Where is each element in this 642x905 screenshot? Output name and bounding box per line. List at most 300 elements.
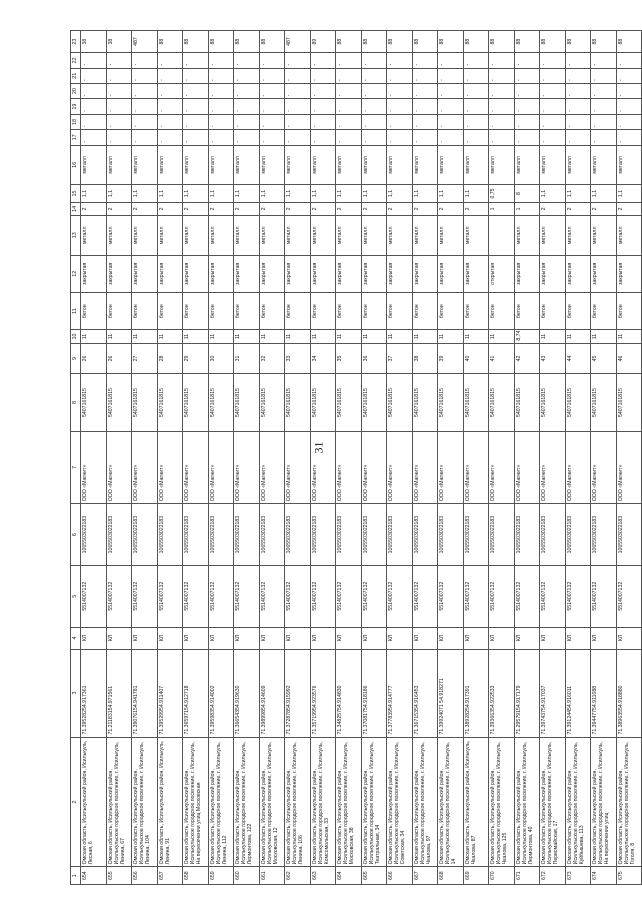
coordinates-cell: 71.39598354.914002 <box>208 649 234 737</box>
site-number-cell: 27 <box>132 343 158 374</box>
ogrn-cell: 1065503022183 <box>616 504 642 566</box>
container-material-cell: металл <box>361 145 387 185</box>
row-number: 654 <box>81 867 107 885</box>
enclosure-material-cell: металл <box>387 215 413 255</box>
empty-cell: - <box>259 99 285 114</box>
org-inn-cell: 5407161815 <box>438 374 464 431</box>
enclosure-cell: закрытая <box>81 255 107 292</box>
type-cell: КЛ <box>259 627 285 649</box>
row-number: 673 <box>565 867 591 885</box>
header-cell: 5 <box>71 565 81 627</box>
table-row <box>616 31 642 885</box>
empty-cell: - <box>412 53 438 68</box>
type-cell: КЛ <box>438 627 464 649</box>
org-inn-cell: 5407161815 <box>157 374 183 431</box>
organization-cell: ООО «Магнит» <box>157 431 183 504</box>
empty-cell: - <box>361 114 387 129</box>
org-inn-cell: 5407161815 <box>514 374 540 431</box>
inn-cell: 5514007132 <box>489 565 515 627</box>
ogrn-cell: 1065503022183 <box>157 504 183 566</box>
coordinates-cell: 71.38928254.917391 <box>463 649 489 737</box>
empty-cell: - <box>336 68 362 83</box>
row-number: 656 <box>132 867 158 885</box>
area-cell: 11 <box>336 330 362 343</box>
container-material-cell: металл <box>412 145 438 185</box>
empty-cell: - <box>489 99 515 114</box>
area-cell: 11 <box>387 330 413 343</box>
empty-cell: - <box>412 83 438 98</box>
empty-cell: - <box>285 130 311 145</box>
header-cell: 14 <box>71 202 81 215</box>
container-volume-cell: 1,1 <box>565 185 591 203</box>
container-material-cell: металл <box>259 145 285 185</box>
empty-cell: - <box>387 130 413 145</box>
coordinates-cell: 71.39124454.916011 <box>565 649 591 737</box>
container-volume-cell: 8 <box>514 185 540 203</box>
area-cell: 8,74 <box>514 330 540 343</box>
type-cell: КЛ <box>310 627 336 649</box>
type-cell: КЛ <box>234 627 260 649</box>
inn-cell: 5514007132 <box>336 565 362 627</box>
header-cell: 1 <box>71 867 81 885</box>
surface-cell: бетон <box>157 293 183 330</box>
coordinates-cell: 71.39366354.922533 <box>489 649 515 737</box>
empty-cell: - <box>565 53 591 68</box>
container-count-cell: 2 <box>183 202 209 215</box>
organization-cell: ООО «Магнит» <box>285 431 311 504</box>
type-cell: КЛ <box>106 627 132 649</box>
inn-cell: 5514007132 <box>259 565 285 627</box>
organization-cell: ООО «Магнит» <box>616 431 642 504</box>
empty-cell: - <box>208 99 234 114</box>
registry-table <box>70 30 642 885</box>
org-inn-cell: 5407161815 <box>616 374 642 431</box>
empty-cell: - <box>234 53 260 68</box>
container-count-cell: 1 <box>489 202 515 215</box>
table-header <box>71 31 81 885</box>
empty-cell: - <box>208 68 234 83</box>
empty-cell: - <box>259 114 285 129</box>
enclosure-material-cell: металл <box>183 215 209 255</box>
area-cell: 11 <box>438 330 464 343</box>
empty-cell: - <box>310 68 336 83</box>
container-volume-cell: 1,1 <box>361 185 387 203</box>
org-inn-cell: 5407161815 <box>412 374 438 431</box>
enclosure-cell: закрытая <box>463 255 489 292</box>
container-count-cell: 2 <box>616 202 642 215</box>
organization-cell: ООО «Магнит» <box>310 431 336 504</box>
last-cell: 88 <box>387 31 413 53</box>
container-count-cell: 2 <box>285 202 311 215</box>
container-count-cell: 2 <box>336 202 362 215</box>
empty-cell: - <box>183 114 209 129</box>
address-cell: Омская область, Исилькульский район, Исилькульское городское поселение, г. Исилькуль, Театральная, 34 <box>361 737 387 867</box>
header-row <box>71 31 81 885</box>
coordinates-cell: 71.39528254.917361 <box>81 649 107 737</box>
container-volume-cell: 1,1 <box>106 185 132 203</box>
enclosure-cell: закрытая <box>540 255 566 292</box>
surface-cell: бетон <box>591 293 617 330</box>
empty-cell: - <box>208 53 234 68</box>
inn-cell: 5514007132 <box>234 565 260 627</box>
table-row <box>106 31 132 885</box>
empty-cell: - <box>285 99 311 114</box>
address-cell: Омская область, Исилькульский район, Исилькульское городское поселение, г. Исилькуль, Московская, 12 <box>259 737 285 867</box>
row-number: 664 <box>336 867 362 885</box>
coordinates-cell: 71.39743754.917037 <box>540 649 566 737</box>
enclosure-material-cell: металл <box>106 215 132 255</box>
ogrn-cell: 1065503022183 <box>183 504 209 566</box>
table-row <box>438 31 464 885</box>
enclosure-cell: закрытая <box>132 255 158 292</box>
empty-cell: - <box>285 83 311 98</box>
coordinates-cell: 71.39076154.941781 <box>132 649 158 737</box>
type-cell: КЛ <box>514 627 540 649</box>
inn-cell: 5514007132 <box>361 565 387 627</box>
table-row <box>489 31 515 885</box>
last-cell: 88 <box>463 31 489 53</box>
container-volume-cell: 1,1 <box>310 185 336 203</box>
container-volume-cell: 1,1 <box>438 185 464 203</box>
site-number-cell: 42 <box>514 343 540 374</box>
container-volume-cell: 1,1 <box>259 185 285 203</box>
empty-cell: - <box>387 99 413 114</box>
rotated-table-container <box>70 30 636 885</box>
address-cell: Омская область, Исилькульский район, Исилькульское городское поселение, г. Исилькуль, Комсомольская, 33 <box>310 737 336 867</box>
coordinates-cell: 71.39924071 54.918271 <box>438 649 464 737</box>
empty-cell: - <box>438 130 464 145</box>
address-cell: Омская область, Исилькульский район, Исилькульское городское поселение, г. Исилькуль, Лермонтова, 122 <box>234 737 260 867</box>
table-row <box>591 31 617 885</box>
empty-cell: - <box>412 114 438 129</box>
enclosure-cell: закрытая <box>285 255 311 292</box>
organization-cell: ООО «Магнит» <box>234 431 260 504</box>
container-count-cell: 2 <box>463 202 489 215</box>
empty-cell: - <box>310 130 336 145</box>
address-cell: Омская область, Исилькульский район, Исилькульское городское поселение, г. Исилькуль, Гоголя, 8 <box>616 737 642 867</box>
empty-cell: - <box>183 53 209 68</box>
site-number-cell: 46 <box>616 343 642 374</box>
container-material-cell: металл <box>183 145 209 185</box>
container-count-cell: 2 <box>132 202 158 215</box>
area-cell: 11 <box>310 330 336 343</box>
empty-cell: - <box>463 68 489 83</box>
type-cell: КЛ <box>565 627 591 649</box>
site-number-cell: 45 <box>591 343 617 374</box>
enclosure-material-cell: металл <box>81 215 107 255</box>
address-cell: Омская область, Исилькульский район, Исилькульское городское поселение, г. Исилькуль, На пересечении улиц Московская <box>183 737 209 867</box>
coordinates-cell: 71.36597154.912718 <box>183 649 209 737</box>
empty-cell: - <box>591 99 617 114</box>
address-cell: Омская область, Исилькульский район, Исилькульское городское поселение, г. Исилькуль, Первомайская, 17 <box>540 737 566 867</box>
header-cell: 8 <box>71 374 81 431</box>
enclosure-material-cell: металл <box>285 215 311 255</box>
empty-cell: - <box>387 114 413 129</box>
container-volume-cell: 1,1 <box>285 185 311 203</box>
container-count-cell: 2 <box>361 202 387 215</box>
surface-cell: бетон <box>132 293 158 330</box>
container-material-cell: металл <box>81 145 107 185</box>
surface-cell: бетон <box>310 293 336 330</box>
enclosure-material-cell: металл <box>463 215 489 255</box>
organization-cell: ООО «Магнит» <box>361 431 387 504</box>
surface-cell: бетон <box>616 293 642 330</box>
table-row <box>361 31 387 885</box>
container-material-cell: металл <box>438 145 464 185</box>
address-cell: Омская область, Исилькульский район, Исилькульское городское поселение, г. Исилькуль, Чкалова, 97 <box>412 737 438 867</box>
empty-cell: - <box>183 99 209 114</box>
enclosure-cell: закрытая <box>183 255 209 292</box>
container-count-cell: 2 <box>106 202 132 215</box>
container-count-cell: 2 <box>565 202 591 215</box>
inn-cell: 5514007132 <box>514 565 540 627</box>
enclosure-cell: закрытая <box>310 255 336 292</box>
empty-cell: - <box>540 53 566 68</box>
header-cell: 4 <box>71 627 81 649</box>
ogrn-cell: 1065503022183 <box>208 504 234 566</box>
header-cell: 6 <box>71 504 81 566</box>
row-number: 662 <box>285 867 311 885</box>
row-number: 657 <box>157 867 183 885</box>
inn-cell: 5514007132 <box>616 565 642 627</box>
empty-cell: - <box>285 114 311 129</box>
type-cell: КЛ <box>132 627 158 649</box>
inn-cell: 5514007132 <box>463 565 489 627</box>
type-cell: КЛ <box>285 627 311 649</box>
container-volume-cell: 1,1 <box>463 185 489 203</box>
area-cell: 11 <box>412 330 438 343</box>
empty-cell: - <box>310 114 336 129</box>
inn-cell: 5514007132 <box>540 565 566 627</box>
org-inn-cell: 5407161815 <box>259 374 285 431</box>
site-number-cell: 43 <box>540 343 566 374</box>
address-cell: Омская область, Исилькульский район, Исилькуль, Лесная, 6 <box>81 737 107 867</box>
last-cell: 88 <box>438 31 464 53</box>
header-cell: 18 <box>71 114 81 129</box>
last-cell: 487 <box>285 31 311 53</box>
empty-cell: - <box>616 99 642 114</box>
container-count-cell: 2 <box>540 202 566 215</box>
inn-cell: 5514007132 <box>106 565 132 627</box>
table-row <box>157 31 183 885</box>
enclosure-cell: закрытая <box>259 255 285 292</box>
surface-cell: бетон <box>540 293 566 330</box>
empty-cell: - <box>81 99 107 114</box>
empty-cell: - <box>234 83 260 98</box>
enclosure-cell: закрытая <box>514 255 540 292</box>
address-cell: Омская область, Исилькульский район, Исилькульское городское поселение, г. Исилькуль, Куйбышева, 113 <box>565 737 591 867</box>
last-cell: 88 <box>412 31 438 53</box>
address-cell: Омская область, Исилькульский район, Исилькульское городское поселение, г. Исилькуль, Московская, 38 <box>336 737 362 867</box>
row-number: 674 <box>591 867 617 885</box>
inn-cell: 5514007132 <box>183 565 209 627</box>
area-cell: 11 <box>157 330 183 343</box>
enclosure-material-cell: металл <box>540 215 566 255</box>
ogrn-cell: 1065503022183 <box>387 504 413 566</box>
container-volume-cell: 1,1 <box>387 185 413 203</box>
last-cell: 89 <box>310 31 336 53</box>
empty-cell: - <box>259 83 285 98</box>
site-number-cell: 28 <box>157 343 183 374</box>
org-inn-cell: 5407161815 <box>234 374 260 431</box>
last-cell: 88 <box>157 31 183 53</box>
area-cell: 11 <box>234 330 260 343</box>
empty-cell: - <box>514 99 540 114</box>
header-cell: 12 <box>71 255 81 292</box>
inn-cell: 5514007132 <box>565 565 591 627</box>
last-cell: 38 <box>81 31 107 53</box>
org-inn-cell: 5407161815 <box>106 374 132 431</box>
coordinates-cell: 71.39447754.911088 <box>591 649 617 737</box>
last-cell: 88 <box>259 31 285 53</box>
org-inn-cell: 5407161815 <box>489 374 515 431</box>
area-cell: 11 <box>259 330 285 343</box>
type-cell: КЛ <box>336 627 362 649</box>
surface-cell: бетон <box>81 293 107 330</box>
ogrn-cell: 1065503022183 <box>132 504 158 566</box>
empty-cell: - <box>540 83 566 98</box>
surface-cell: бетон <box>285 293 311 330</box>
surface-cell: бетон <box>438 293 464 330</box>
table-row <box>565 31 591 885</box>
container-count-cell: 2 <box>591 202 617 215</box>
row-number: 659 <box>208 867 234 885</box>
container-material-cell: металл <box>463 145 489 185</box>
empty-cell: - <box>616 130 642 145</box>
empty-cell: - <box>361 83 387 98</box>
table-row <box>285 31 311 885</box>
area-cell: 11 <box>489 330 515 343</box>
address-cell: Омская область, Исилькульский район, Исилькульское городское поселение, г. Исилькуль, Ленина, 67 <box>106 737 132 867</box>
site-number-cell: 29 <box>183 343 209 374</box>
ogrn-cell: 1065503022183 <box>310 504 336 566</box>
empty-cell: - <box>387 83 413 98</box>
surface-cell: бетон <box>106 293 132 330</box>
empty-cell: - <box>591 53 617 68</box>
ogrn-cell: 1065503022183 <box>540 504 566 566</box>
row-number: 660 <box>234 867 260 885</box>
empty-cell: - <box>463 114 489 129</box>
empty-cell: - <box>285 53 311 68</box>
container-volume-cell: 1,1 <box>208 185 234 203</box>
empty-cell: - <box>361 53 387 68</box>
container-volume-cell: 1,1 <box>591 185 617 203</box>
site-number-cell: 26 <box>106 343 132 374</box>
container-volume-cell: 1,1 <box>412 185 438 203</box>
container-count-cell: 1 <box>514 202 540 215</box>
empty-cell: - <box>591 83 617 98</box>
coordinates-cell: 71.37081754.918186 <box>361 649 387 737</box>
empty-cell: - <box>387 53 413 68</box>
empty-cell: - <box>361 99 387 114</box>
header-cell: 21 <box>71 68 81 83</box>
enclosure-cell: закрытая <box>412 255 438 292</box>
container-volume-cell: 1,1 <box>183 185 209 203</box>
header-cell: 17 <box>71 130 81 145</box>
table-row <box>387 31 413 885</box>
site-number-cell: 34 <box>310 343 336 374</box>
surface-cell: бетон <box>259 293 285 330</box>
header-cell: 19 <box>71 99 81 114</box>
surface-cell: бетон <box>565 293 591 330</box>
organization-cell: ООО «Магнит» <box>81 431 107 504</box>
type-cell: КЛ <box>616 627 642 649</box>
org-inn-cell: 5407161815 <box>540 374 566 431</box>
coordinates-cell: 71.39899854.914609 <box>259 649 285 737</box>
type-cell: КЛ <box>463 627 489 649</box>
empty-cell: - <box>514 53 540 68</box>
ogrn-cell: 1065503022183 <box>106 504 132 566</box>
empty-cell: - <box>463 99 489 114</box>
header-cell: 11 <box>71 293 81 330</box>
ogrn-cell: 1065503022183 <box>489 504 515 566</box>
last-cell: 88 <box>616 31 642 53</box>
empty-cell: - <box>208 114 234 129</box>
enclosure-material-cell: металл <box>132 215 158 255</box>
container-material-cell: металл <box>157 145 183 185</box>
surface-cell: бетон <box>336 293 362 330</box>
surface-cell: бетон <box>489 293 515 330</box>
inn-cell: 5514007132 <box>285 565 311 627</box>
surface-cell: бетон <box>463 293 489 330</box>
empty-cell: - <box>438 68 464 83</box>
site-number-cell: 31 <box>234 343 260 374</box>
surface-cell: бетон <box>208 293 234 330</box>
empty-cell: - <box>234 68 260 83</box>
organization-cell: ООО «Магнит» <box>336 431 362 504</box>
enclosure-cell: закрытая <box>336 255 362 292</box>
table-row <box>540 31 566 885</box>
inn-cell: 5514007132 <box>387 565 413 627</box>
surface-cell: бетон <box>514 293 540 330</box>
surface-cell: бетон <box>234 293 260 330</box>
empty-cell: - <box>489 130 515 145</box>
empty-cell: - <box>132 130 158 145</box>
enclosure-material-cell: металл <box>438 215 464 255</box>
empty-cell: - <box>540 130 566 145</box>
ogrn-cell: 1065503022183 <box>361 504 387 566</box>
table-row <box>132 31 158 885</box>
container-count-cell: 2 <box>81 202 107 215</box>
site-number-cell: 30 <box>208 343 234 374</box>
row-number: 670 <box>489 867 515 885</box>
container-volume-cell: 1,1 <box>132 185 158 203</box>
enclosure-cell: закрытая <box>208 255 234 292</box>
container-material-cell: металл <box>310 145 336 185</box>
coordinates-cell: 71.34825754.914830 <box>336 649 362 737</box>
row-number: 669 <box>463 867 489 885</box>
ogrn-cell: 1065503022183 <box>514 504 540 566</box>
area-cell: 11 <box>208 330 234 343</box>
last-cell: 88 <box>208 31 234 53</box>
organization-cell: ООО «Магнит» <box>591 431 617 504</box>
area-cell: 11 <box>106 330 132 343</box>
empty-cell: - <box>514 130 540 145</box>
empty-cell: - <box>310 83 336 98</box>
inn-cell: 5514007132 <box>591 565 617 627</box>
empty-cell: - <box>336 83 362 98</box>
empty-cell: - <box>183 130 209 145</box>
surface-cell: бетон <box>361 293 387 330</box>
table-row <box>463 31 489 885</box>
empty-cell: - <box>540 114 566 129</box>
enclosure-cell: закрытая <box>234 255 260 292</box>
site-number-cell: 38 <box>412 343 438 374</box>
enclosure-cell: закрытая <box>616 255 642 292</box>
enclosure-cell: открытая <box>489 255 515 292</box>
site-number-cell: 35 <box>336 343 362 374</box>
empty-cell: - <box>565 83 591 98</box>
